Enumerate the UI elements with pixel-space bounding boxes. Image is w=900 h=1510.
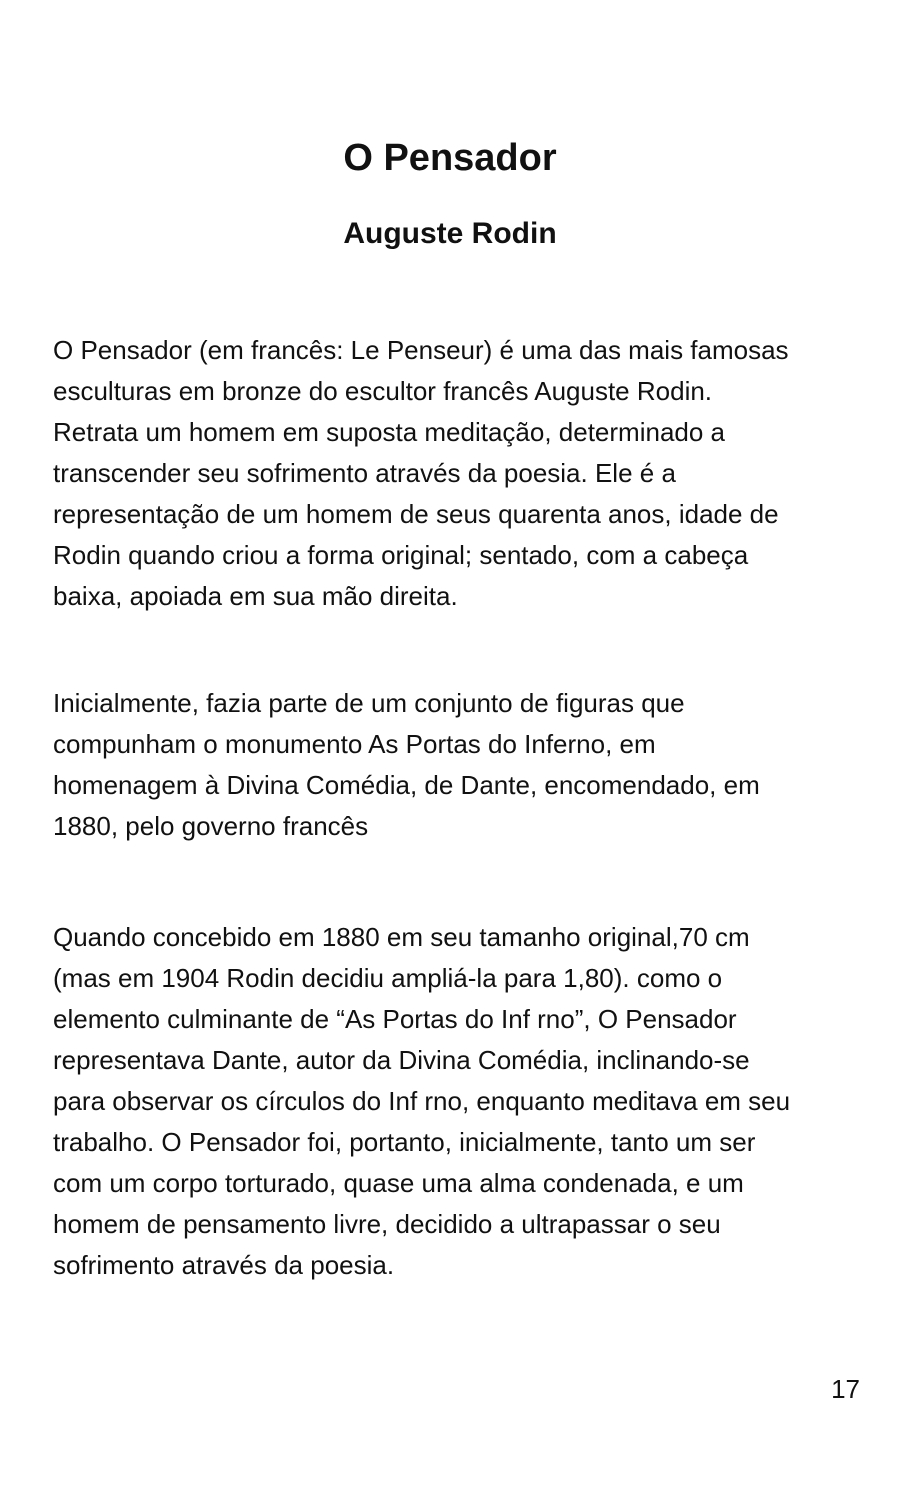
text-line: 1880, pelo governo francês: [53, 811, 369, 841]
page-title: O Pensador: [343, 137, 557, 179]
text-line: Retrata um homem em suposta meditação, determinado a: [53, 417, 726, 447]
paragraph-conception: [53, 917, 883, 1286]
text-line: (mas em 1904 Rodin decidiu ampliá-la para 1,80). como o: [53, 963, 723, 993]
paragraph-history: [53, 683, 883, 847]
text-line: elemento culminante de “As Portas do Inf rno”, O Pensador: [53, 1004, 737, 1034]
text-line: sofrimento através da poesia.: [53, 1250, 395, 1280]
text-line: baixa, apoiada em sua mão direita.: [53, 581, 458, 611]
text-line: O Pensador (em francês: Le Penseur) é uma das mais famosas: [53, 335, 789, 365]
text-line: Quando concebido em 1880 em seu tamanho original,70 cm: [53, 922, 750, 952]
text-line: com um corpo torturado, quase uma alma condenada, e um: [53, 1168, 744, 1198]
text-line: para observar os círculos do Inf rno, enquanto meditava em seu: [53, 1086, 791, 1116]
page-subtitle: Auguste Rodin: [343, 217, 557, 250]
text-line: homenagem à Divina Comédia, de Dante, encomendado, em: [53, 770, 760, 800]
text-line: transcender seu sofrimento através da poesia. Ele é a: [53, 458, 676, 488]
page-number: 17: [831, 1374, 860, 1404]
text-line: representava Dante, autor da Divina Comédia, inclinando-se: [53, 1045, 750, 1075]
text-line: trabalho. O Pensador foi, portanto, inicialmente, tanto um ser: [53, 1127, 756, 1157]
text-line: representação de um homem de seus quarenta anos, idade de: [53, 499, 779, 529]
text-line: Rodin quando criou a forma original; sentado, com a cabeça: [53, 540, 749, 570]
text-line: compunham o monumento As Portas do Inferno, em: [53, 729, 656, 759]
text-line: homem de pensamento livre, decidido a ultrapassar o seu: [53, 1209, 721, 1239]
text-line: esculturas em bronze do escultor francês Auguste Rodin.: [53, 376, 713, 406]
paragraph-intro: [53, 330, 883, 617]
text-line: Inicialmente, fazia parte de um conjunto de figuras que: [53, 688, 685, 718]
